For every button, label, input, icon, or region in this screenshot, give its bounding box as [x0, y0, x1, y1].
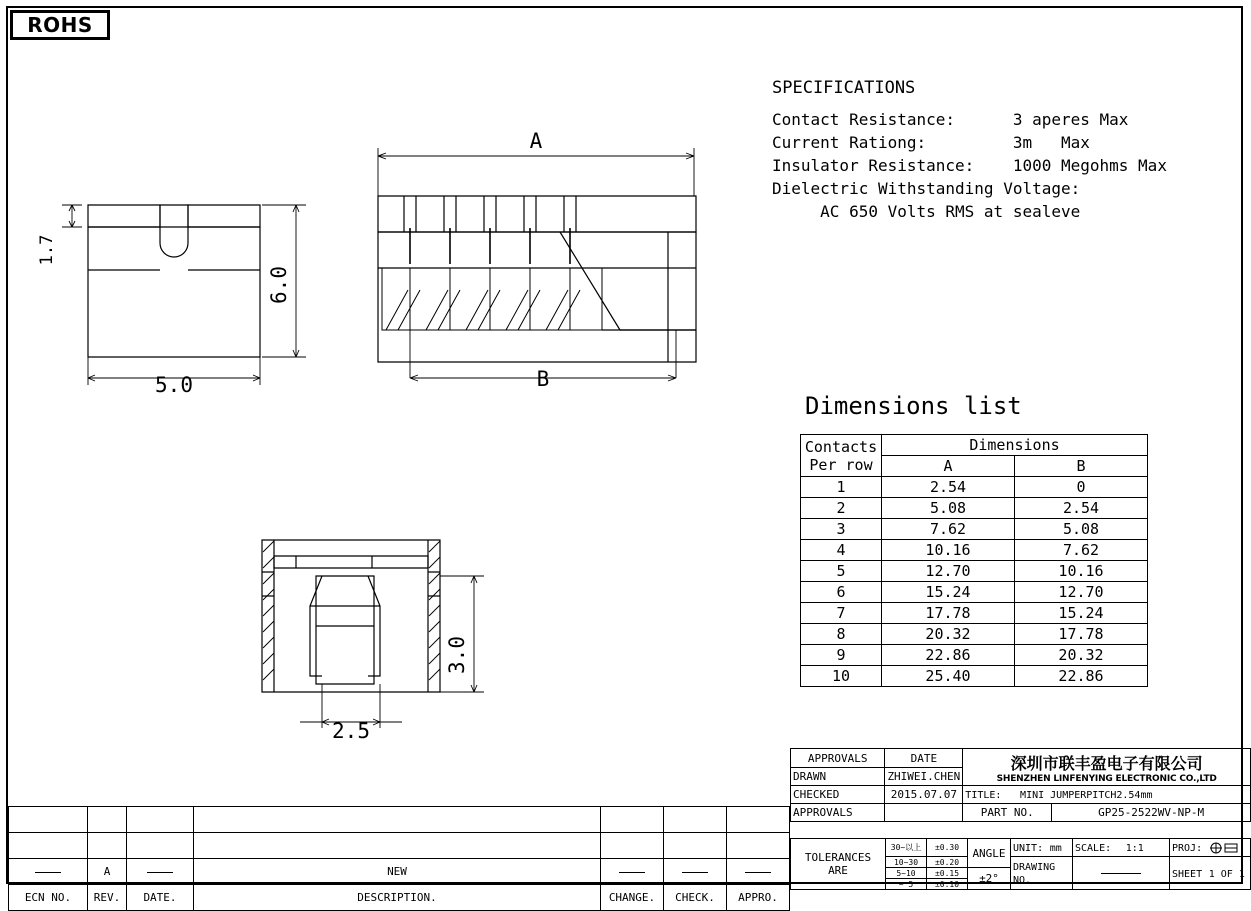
front-view-outline: [262, 540, 440, 692]
cell-b: 15.24: [1015, 603, 1148, 624]
cell-contacts: 4: [801, 540, 882, 561]
table-row: [801, 561, 1148, 582]
angle-label: ANGLE: [968, 839, 1011, 868]
revision-empty-row: [9, 807, 790, 833]
table-row: [801, 582, 1148, 603]
cell-a: 20.32: [882, 624, 1015, 645]
cell-a: 17.78: [882, 603, 1015, 624]
proj-label: PROJ:: [1172, 843, 1203, 854]
tolerance-range: 10~30: [886, 857, 927, 868]
dimensions-table: [800, 434, 1148, 687]
dim-1p7: [62, 205, 82, 227]
cell-contacts: 6: [801, 582, 882, 603]
cell-contacts: 1: [801, 477, 882, 498]
angle-value: ±2°: [968, 868, 1011, 890]
title-row: [963, 786, 1251, 804]
col-rev: REV.: [88, 885, 127, 911]
approvals-label: APPROVALS: [791, 804, 885, 822]
spec-line: AC 650 Volts RMS at sealeve: [772, 202, 1081, 221]
cell-b: 2.54: [1015, 498, 1148, 519]
drawn-name: ZHIWEI.CHEN: [885, 768, 963, 786]
side-view-top-center: [160, 205, 188, 227]
dim-A: [378, 148, 694, 196]
front-view-contact: [316, 576, 374, 684]
tolerance-value: ±0.15: [927, 868, 968, 879]
scale-cell: [1073, 839, 1170, 857]
spec-line: Contact Resistance: 3 aperes Max: [772, 110, 1129, 129]
side-view-dome: [160, 227, 188, 257]
checked-label: CHECKED: [791, 786, 885, 804]
scale-value: 1:1: [1125, 843, 1144, 854]
side-view-body: [88, 227, 260, 357]
label-3p0: 3.0: [445, 636, 469, 674]
unit-cell: [1011, 839, 1073, 857]
specifications-heading: SPECIFICATIONS: [772, 78, 916, 98]
cell-b: 20.32: [1015, 645, 1148, 666]
col-ecn-no: ECN NO.: [9, 885, 88, 911]
approvals-header: APPROVALS: [791, 749, 885, 768]
cell-b: 10.16: [1015, 561, 1148, 582]
rev-ecn-no: [9, 859, 88, 885]
cell-contacts: 7: [801, 603, 882, 624]
col-check: CHECK.: [664, 885, 727, 911]
cell-b: 5.08: [1015, 519, 1148, 540]
tolerance-block: [790, 838, 1251, 890]
top-view-upper-band: [378, 196, 696, 232]
header-dimensions-group: Dimensions: [882, 435, 1148, 456]
company-name-en: SHENZHEN LINFENYING ELECTRONIC CO.,LTD: [996, 773, 1217, 784]
title-block: [790, 748, 1251, 822]
rev-change: [601, 859, 664, 885]
col-description: DESCRIPTION.: [194, 885, 601, 911]
rev-appro: [727, 859, 790, 885]
table-row: [801, 603, 1148, 624]
top-view-slots: [404, 196, 576, 232]
header-contacts-line2: Per row: [809, 455, 873, 474]
title-value: MINI JUMPERPITCH2.54mm: [1020, 790, 1153, 801]
cell-contacts: 3: [801, 519, 882, 540]
cell-b: 12.70: [1015, 582, 1148, 603]
cell-b: 17.78: [1015, 624, 1148, 645]
cell-a: 5.08: [882, 498, 1015, 519]
scale-label: SCALE:: [1075, 843, 1112, 854]
col-change: CHANGE.: [601, 885, 664, 911]
header-contacts-per-row: [801, 435, 882, 477]
tolerance-value: ±0.30: [927, 839, 968, 857]
cell-contacts: 5: [801, 561, 882, 582]
cell-b: 22.86: [1015, 666, 1148, 687]
table-header-row: [801, 435, 1148, 456]
part-no-row: [963, 804, 1251, 822]
rev-letter: A: [88, 859, 127, 885]
label-1p7: 1.7: [37, 234, 57, 266]
label-B: B: [536, 367, 550, 391]
cell-a: 7.62: [882, 519, 1015, 540]
cell-a: 15.24: [882, 582, 1015, 603]
cell-contacts: 10: [801, 666, 882, 687]
table-row: [9, 859, 790, 885]
front-view-top-cavity: [274, 556, 428, 568]
table-row: [801, 624, 1148, 645]
header-col-a: A: [882, 456, 1015, 477]
label-A: A: [529, 129, 543, 153]
company-name-cn: 深圳市联丰盈电子有限公司: [1010, 753, 1203, 773]
table-row: [801, 645, 1148, 666]
tolerance-range: ~ 5: [886, 879, 927, 890]
table-row: [801, 519, 1148, 540]
company-cell: [963, 749, 1251, 786]
unit-value: mm: [1049, 843, 1062, 854]
header-col-b: B: [1015, 456, 1148, 477]
tolerance-value: ±0.20: [927, 857, 968, 868]
cell-b: 7.62: [1015, 540, 1148, 561]
first-angle-projection-icon: [1209, 842, 1239, 854]
cell-a: 2.54: [882, 477, 1015, 498]
front-view-walls: [274, 540, 428, 692]
col-appro: APPRO.: [727, 885, 790, 911]
spec-line: Insulator Resistance: 1000 Megohms Max: [772, 156, 1167, 175]
sheet-cell: [1170, 857, 1251, 890]
tolerance-range: 5~10: [886, 868, 927, 879]
dimensions-list-title: Dimensions list: [805, 392, 1022, 420]
label-6p0: 6.0: [267, 266, 291, 304]
side-view-top-left-tab: [88, 205, 160, 227]
drawing-no-value: [1073, 857, 1170, 890]
col-date: DATE.: [127, 885, 194, 911]
table-row: [801, 477, 1148, 498]
spec-line: Current Rationg: 3m Max: [772, 133, 1090, 152]
tolerance-value: ±0.10: [927, 879, 968, 890]
header-contacts-line1: Contacts: [804, 437, 878, 456]
drawing-no-label: DRAWING NO.: [1013, 862, 1056, 886]
revision-empty-row: [9, 833, 790, 859]
tolerance-range: 30~以上: [886, 839, 927, 857]
approvals-date: [885, 804, 963, 822]
top-view-contact-pins: [410, 228, 570, 264]
part-no-value: GP25-2522WV-NP-M: [1098, 806, 1205, 819]
rev-check: [664, 859, 727, 885]
cell-contacts: 2: [801, 498, 882, 519]
label-2p5: 2.5: [332, 719, 370, 743]
table-row: [801, 540, 1148, 561]
sheet-value: 1 OF 1: [1208, 868, 1245, 880]
spec-line: Dielectric Withstanding Voltage:: [772, 179, 1081, 198]
side-view-top-right-tab: [188, 205, 260, 227]
table-row: [801, 666, 1148, 687]
label-5p0: 5.0: [155, 373, 193, 397]
cell-a: 10.16: [882, 540, 1015, 561]
cell-a: 22.86: [882, 645, 1015, 666]
rev-date: [127, 859, 194, 885]
rev-description: NEW: [194, 859, 601, 885]
title-label: TITLE:: [965, 790, 1002, 801]
top-view-break-line: [560, 232, 620, 330]
date-header: DATE: [885, 749, 963, 768]
checked-date: 2015.07.07: [885, 786, 963, 804]
drawing-no-cell: [1011, 857, 1073, 890]
cell-a: 25.40: [882, 666, 1015, 687]
sheet-label: SHEET: [1172, 868, 1203, 880]
rohs-label: ROHS: [27, 13, 93, 37]
part-no-label: PART NO.: [963, 804, 1052, 821]
cell-b: 0: [1015, 477, 1148, 498]
cell-contacts: 9: [801, 645, 882, 666]
tolerances-label: TOLERANCES ARE: [791, 839, 886, 890]
unit-label: UNIT:: [1013, 843, 1044, 854]
projection-cell: [1170, 839, 1251, 857]
table-row: [801, 498, 1148, 519]
cell-contacts: 8: [801, 624, 882, 645]
front-view-hatch: [263, 541, 440, 680]
revision-header-row: [9, 885, 790, 911]
cell-a: 12.70: [882, 561, 1015, 582]
drawn-label: DRAWN: [791, 768, 885, 786]
top-view-section-hatch: [382, 268, 602, 330]
top-view-body: [378, 232, 696, 362]
revision-block: [8, 806, 790, 911]
